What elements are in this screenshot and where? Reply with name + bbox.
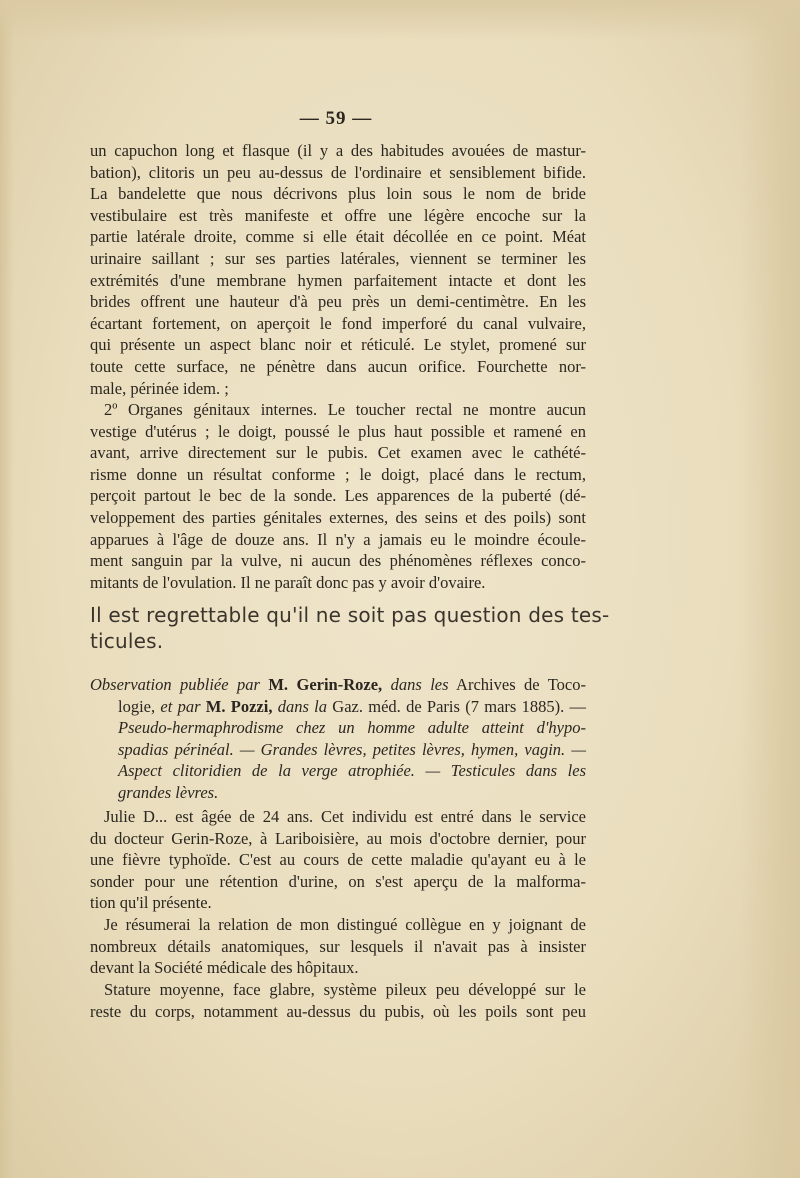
paragraph-1 — [90, 140, 586, 399]
citation-line: Pseudo-hermaphrodisme chez un homme adulte atteint d'hypo- — [118, 718, 586, 738]
text-line: extrémités d'une membrane hymen parfaitement intacte et dont les — [90, 270, 586, 290]
citation-text: dans la — [277, 696, 328, 716]
citation-line: spadias périnéal. — Grandes lèvres, petites lèvres, hymen, vagin. — — [118, 739, 586, 759]
citation-line: grandes lèvres. — [118, 782, 219, 802]
text-line: qui présente un aspect blanc noir et réticulé. Le stylet, promené sur — [90, 335, 586, 355]
citation-source: Archives de Toco- — [448, 675, 586, 694]
citation-author: M. Gerin-Roze, — [259, 675, 391, 694]
text-line: ment sanguin par la vulve, ni aucun des phénomènes réflexes conco- — [90, 551, 586, 571]
text-line: male, périnée idem. ; — [90, 378, 229, 398]
text-line: La bandelette que nous décrivons plus loin sous le nom de bride — [90, 184, 586, 204]
citation-text: dans les — [390, 675, 449, 694]
text-line: avant, arrive directement sur le pubis. Cet examen avec le cathété- — [90, 443, 586, 463]
citation-source: Gaz. méd. de Paris (7 mars 1885). — — [327, 696, 586, 716]
text-line: devant la Société médicale des hôpitaux. — [90, 958, 359, 978]
text-line: urinaire saillant ; sur ses parties latérales, viennent se terminer les — [90, 248, 586, 268]
text-line: Stature moyenne, face glabre, système pileux peu développé sur le — [104, 980, 586, 999]
page-number: — 59 — — [299, 108, 373, 129]
text-line: apparues à l'âge de douze ans. Il n'y a jamais eu le moindre écoule- — [90, 529, 586, 549]
text-line: tion qu'il présente. — [90, 893, 212, 913]
observation-citation — [90, 674, 586, 804]
text-line: vestibulaire est très manifeste et offre une légère encoche sur la — [90, 205, 586, 225]
paragraph-2 — [90, 399, 586, 593]
paragraph-3 — [90, 806, 586, 914]
text-line: brides offrent une hauteur d'à peu près un demi-centimètre. En les — [90, 292, 586, 312]
page-edge-shadow-left — [0, 0, 14, 1178]
text-line: toute cette surface, ne pénètre dans aucun orifice. Fourchette nor- — [90, 356, 586, 376]
citation-line — [90, 696, 586, 718]
text-line: du docteur Gerin-Roze, à Lariboisière, au mois d'octobre dernier, pour — [90, 828, 586, 848]
text-line: Je résumerai la relation de mon distingué collègue en y joignant de — [104, 915, 586, 934]
text-line: Julie D... est âgée de 24 ans. Cet individu est entré dans le service — [104, 807, 586, 826]
citation-text: et par — [160, 696, 201, 716]
citation-line — [90, 674, 586, 696]
citation-line: Aspect clitoridien de la verge atrophiée. — Testicules dans les — [118, 761, 586, 781]
citation-source: logie, — [118, 696, 161, 716]
text-line: écartant fortement, on aperçoit le fond imperforé du canal vulvaire, — [90, 313, 586, 333]
text-line: bation), clitoris un peu au-dessus de l'ordinaire et sensiblement bifide. — [90, 162, 586, 182]
text-line: veloppement des parties génitales externes, des seins et des poils) sont — [90, 507, 586, 527]
page-edge-shadow-right — [740, 0, 800, 1178]
citation-text: Observation publiée par — [90, 675, 260, 694]
text-line: une fièvre typhoïde. C'est au cours de cette maladie qu'ayant eu à le — [90, 850, 586, 870]
annotation-heading — [90, 602, 610, 654]
citation-author: M. Pozzi, — [200, 696, 278, 716]
text-line: 2º Organes génitaux internes. Le toucher rectal ne montre aucun — [104, 400, 586, 419]
heading-line: Il est regrettable qu'il ne soit pas question des tes- — [90, 603, 610, 627]
text-line: partie latérale droite, comme si elle était décollée en ce point. Méat — [90, 227, 586, 247]
text-line: perçoit partout le bec de la sonde. Les apparences de la puberté (dé- — [90, 486, 586, 506]
text-line: risme donne un résultat conforme ; le doigt, placé dans le rectum, — [90, 464, 586, 484]
page-edge-shadow-top — [0, 0, 800, 40]
text-line: nombreux détails anatomiques, sur lesquels il n'avait pas à insister — [90, 936, 586, 956]
heading-line: ticules. — [90, 629, 164, 653]
text-line: vestige d'utérus ; le doigt, poussé le plus haut possible et ramené en — [90, 421, 586, 441]
text-line: sonder pour une rétention d'urine, on s'est aperçu de la malforma- — [90, 871, 586, 891]
text-line: un capuchon long et flasque (il y a des habitudes avouées de mastur- — [90, 141, 586, 160]
text-line: reste du corps, notamment au-dessus du pubis, où les poils sont peu — [90, 1001, 586, 1021]
paragraph-4 — [90, 914, 586, 979]
text-line: mitants de l'ovulation. Il ne paraît donc pas y avoir d'ovaire. — [90, 572, 486, 592]
paragraph-5 — [90, 979, 586, 1022]
